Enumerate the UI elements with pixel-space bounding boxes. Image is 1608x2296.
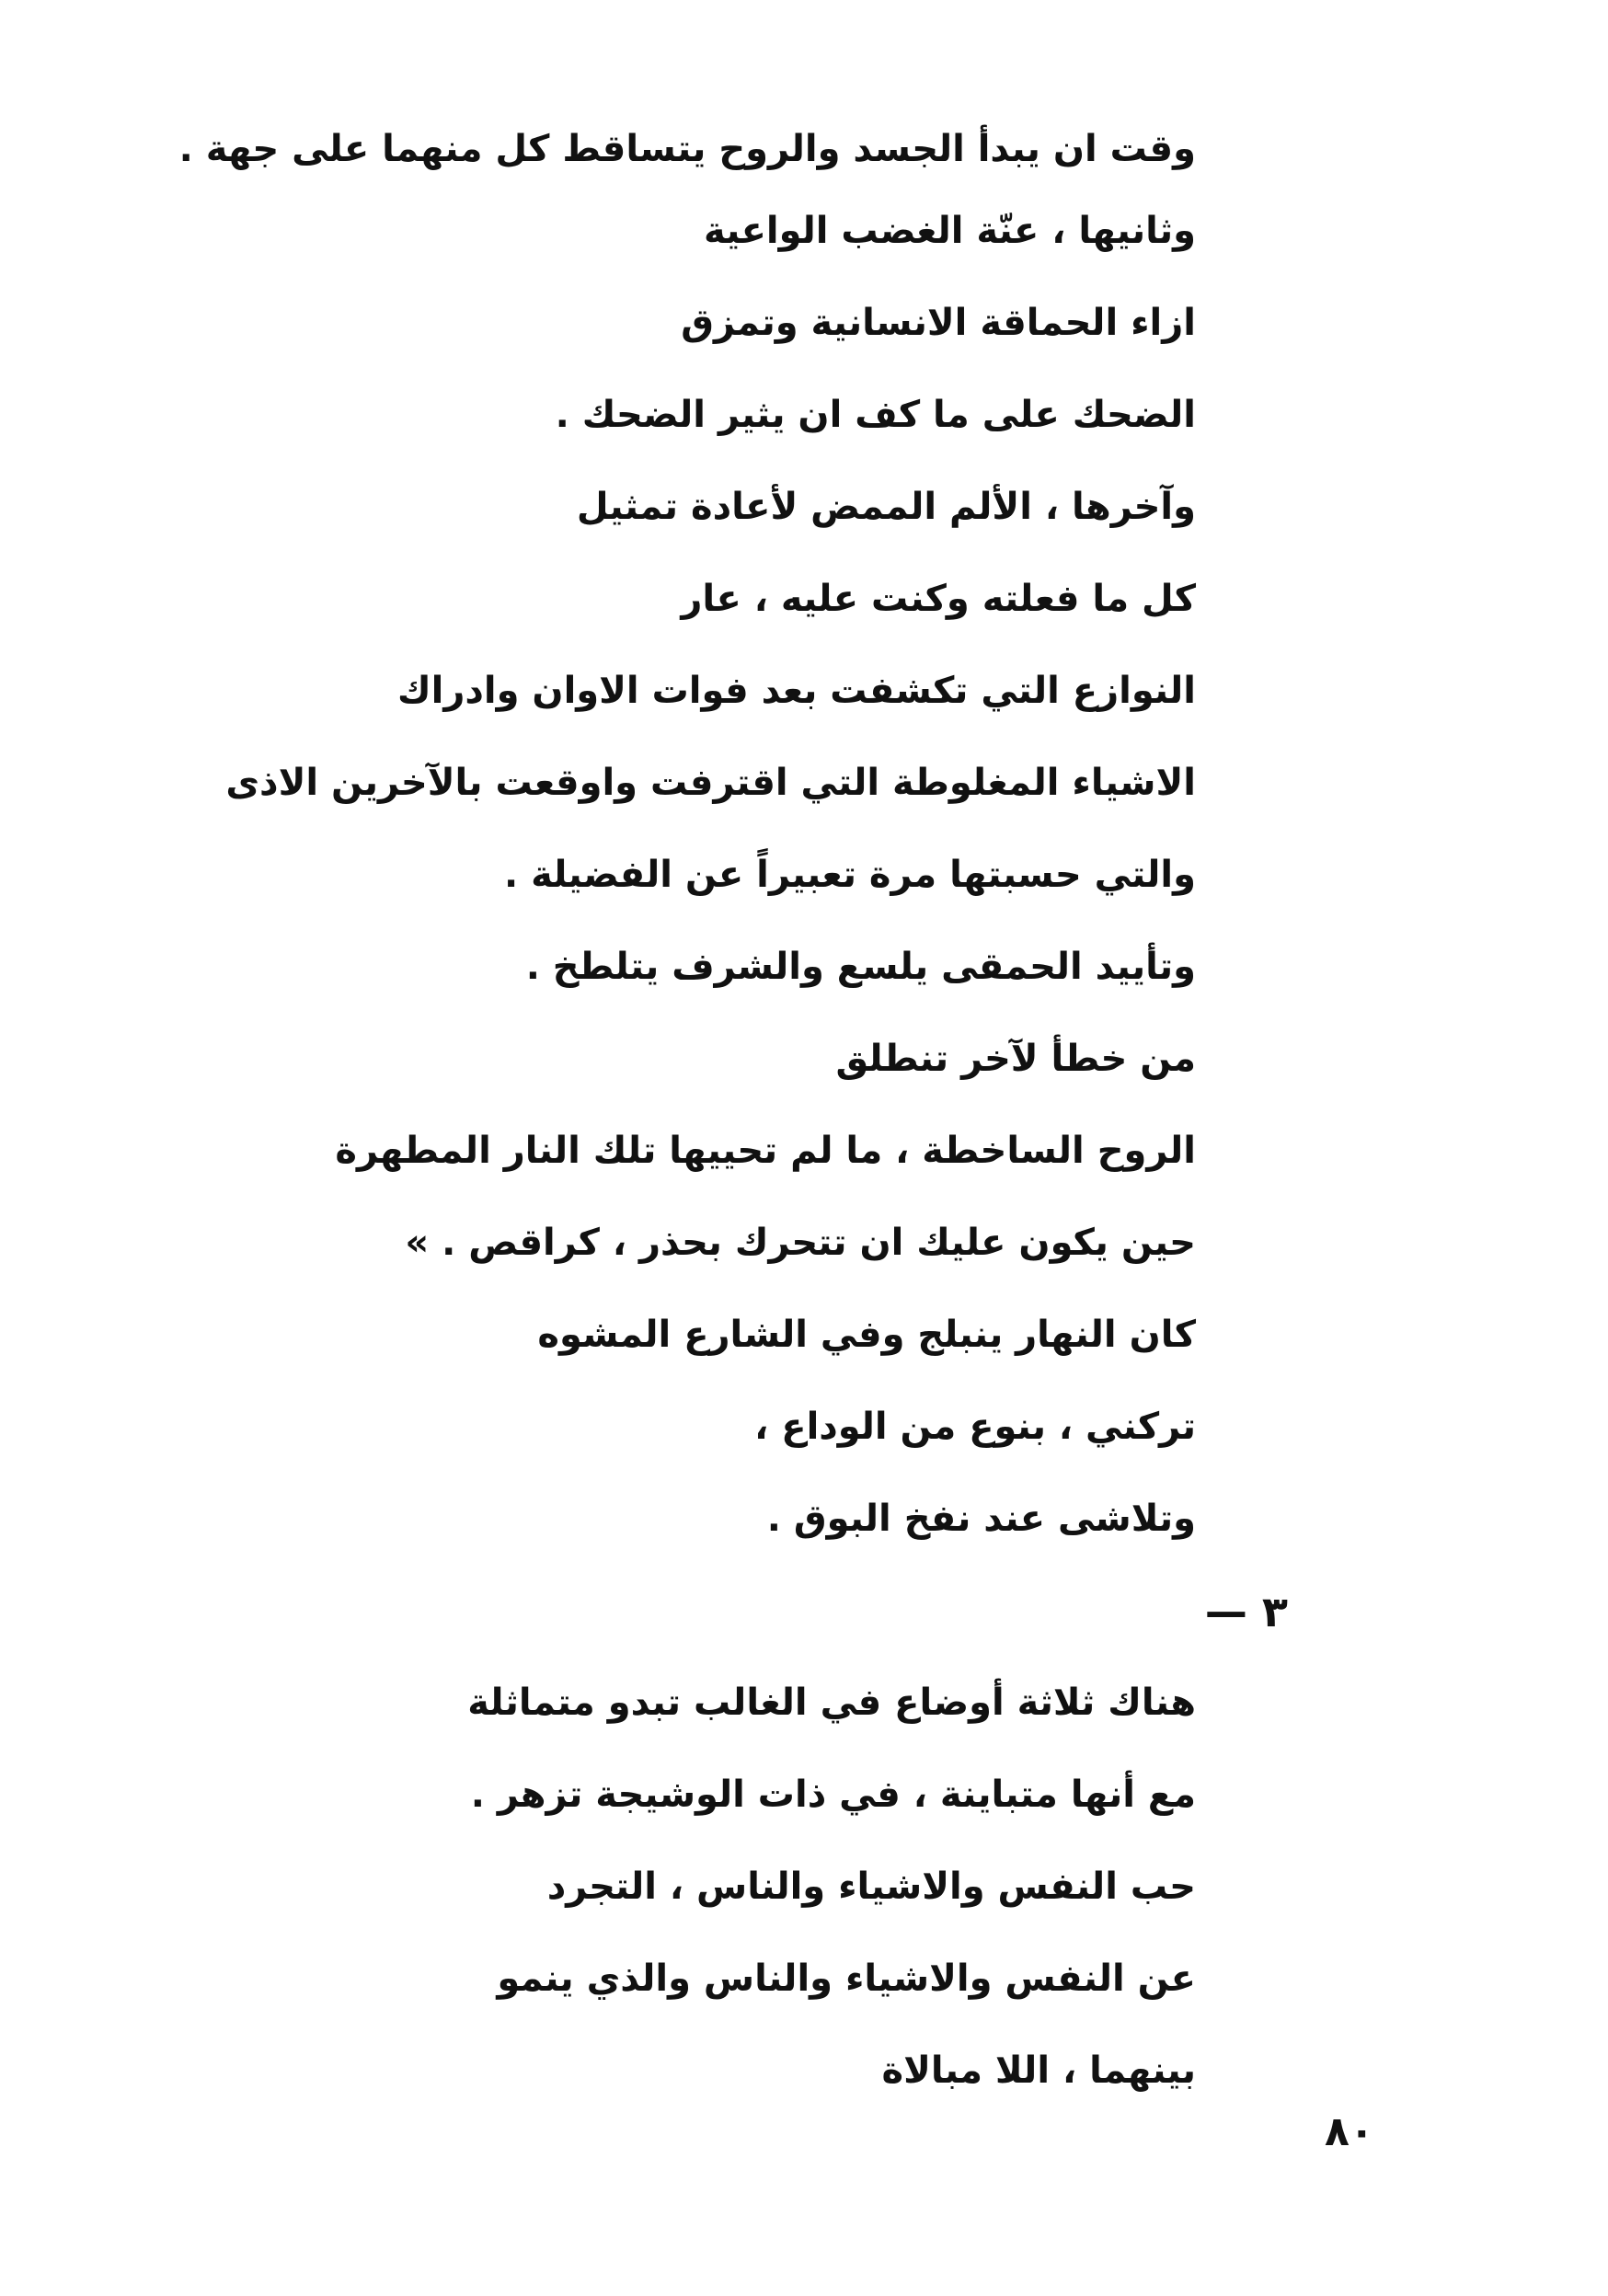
text-line-21: بينهما ، اللا مبالاة xyxy=(881,2049,1196,2092)
text-line-16: وتلاشى عند نفخ البوق . xyxy=(766,1498,1196,1540)
text-line-18: مع أنها متباينة ، في ذات الوشيجة تزهر . xyxy=(470,1774,1196,1816)
text-line-10: وتأييد الحمقى يلسع والشرف يتلطخ . xyxy=(525,946,1196,988)
page-number: ٨٠ xyxy=(1325,2108,1374,2155)
text-line-3: ازاء الحماقة الانسانية وتمزق xyxy=(681,302,1196,344)
text-line-2: وثانيها ، عنّة الغضب الواعية xyxy=(704,210,1196,252)
text-line-19: حب النفس والاشياء والناس ، التجرد xyxy=(546,1866,1196,1908)
text-line-4: الضحك على ما كف ان يثير الضحك . xyxy=(555,394,1196,436)
text-line-5: وآخرها ، الألم الممض لأعادة تمثيل xyxy=(576,486,1196,528)
text-line-15: تركني ، بنوع من الوداع ، xyxy=(754,1406,1196,1448)
text-line-14: كان النهار ينبلج وفي الشارع المشوه xyxy=(537,1314,1196,1356)
text-line-9: والتي حسبتها مرة تعبيراً عن الفضيلة . xyxy=(503,854,1196,896)
text-line-13: حين يكون عليك ان تتحرك بحذر ، كراقص . » xyxy=(405,1222,1196,1264)
text-line-6: كل ما فعلته وكنت عليه ، عار xyxy=(681,578,1196,620)
text-line-20: عن النفس والاشياء والناس والذي ينمو xyxy=(497,1957,1196,2000)
text-line-8: الاشياء المغلوطة التي اقترفت واوقعت بالآخرين الاذى xyxy=(225,762,1196,804)
text-line-17: هناك ثلاثة أوضاع في الغالب تبدو متماثلة xyxy=(467,1682,1196,1724)
text-line-7: النوازع التي تكشفت بعد فوات الاوان وادراك xyxy=(397,670,1196,712)
text-line-11: من خطأ لآخر تنطلق xyxy=(835,1038,1196,1080)
text-line-12: الروح الساخطة ، ما لم تحييها تلك النار المطهرة xyxy=(335,1130,1196,1172)
text-line-1: وقت ان يبدأ الجسد والروح يتساقط كل منهما على جهة . xyxy=(178,128,1196,170)
section-number: ٣ — xyxy=(1204,1587,1288,1636)
